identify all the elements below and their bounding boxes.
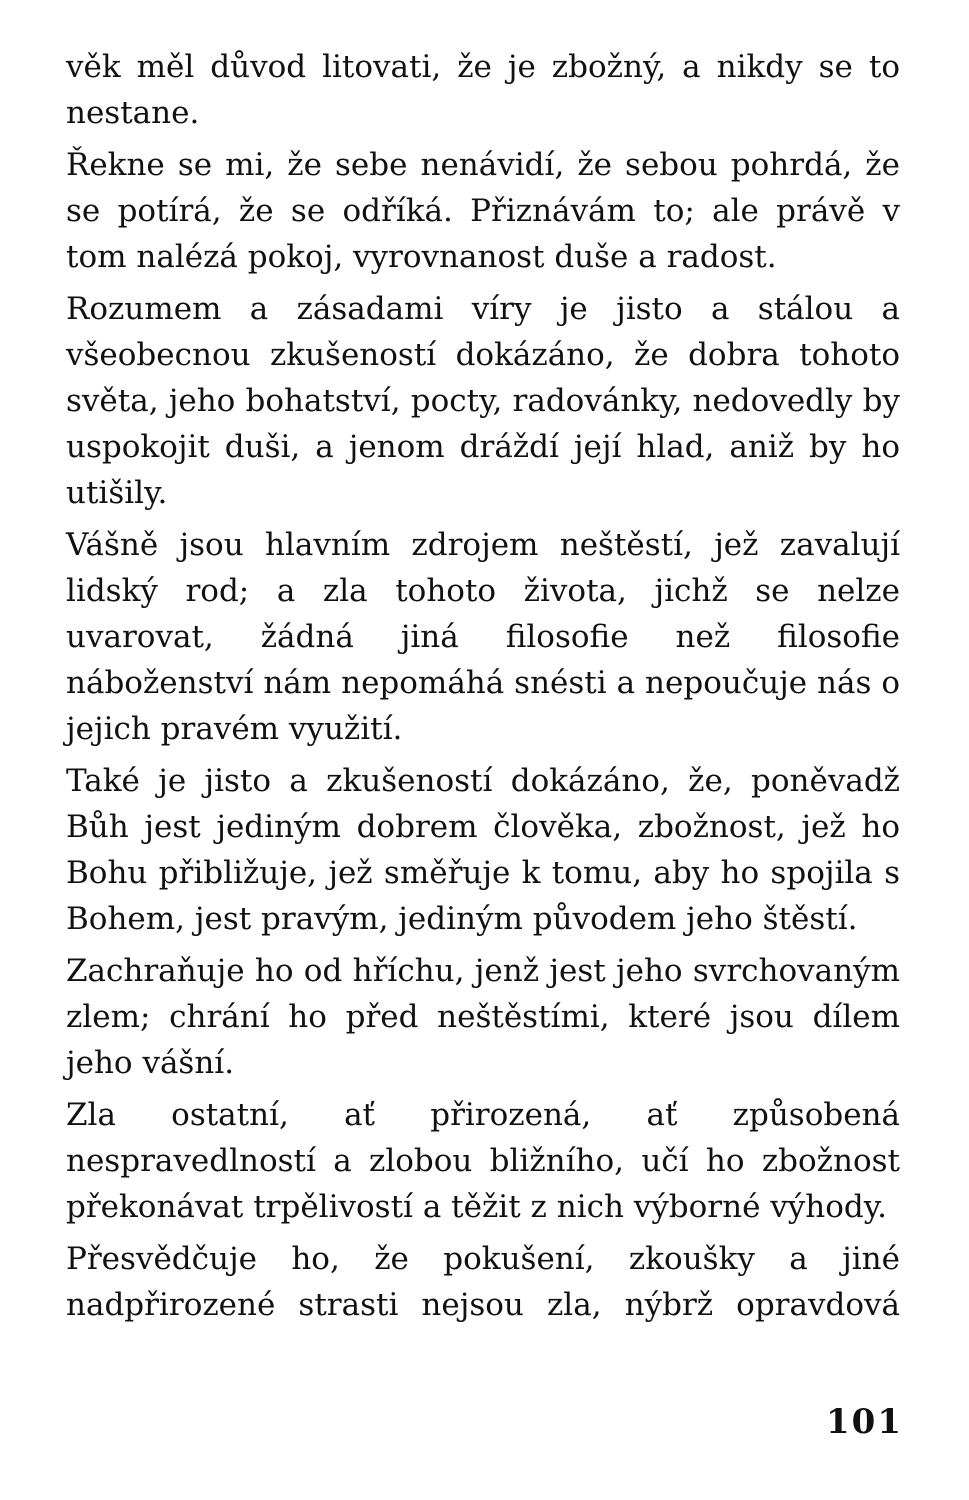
paragraph-3: Rozumem a zásadami víry je jisto a stálou a všeobecnou zkušeností dokázáno, že dobra tohoto světa, jeho bohatství, pocty, radovánky, nedovedly by uspokojit duši, a jenom dráždí její hlad, aniž by ho utišily. <box>66 291 900 511</box>
paragraph-1: věk měl důvod litovati, že je zbožný, a nikdy se to nestane. <box>66 49 900 131</box>
paragraph-8: Přesvědčuje ho, že pokušení, zkoušky a jiné nadpřirozené strasti nejsou zla, nýbrž opravdová <box>66 1241 900 1323</box>
paragraph-6: Zachraňuje ho od hříchu, jenž jest jeho svrchovaným zlem; chrání ho před neštěstími, které jsou dílem jeho vášní. <box>66 953 900 1081</box>
paragraph-2: Řekne se mi, že sebe nenávidí, že sebou pohrdá, že se potírá, že se odříká. Přiznávám to; ale právě v tom nalézá pokoj, vyrovnanost duše a radost. <box>66 147 900 275</box>
page-body <box>66 44 900 1334</box>
paragraph-7: Zla ostatní, ať přirozená, ať způsobená nespravedlností a zlobou bližního, učí ho zbožnost překonávat trpělivostí a těžit z nich výborné výhody. <box>66 1097 900 1225</box>
page-number: 101 <box>826 1402 903 1442</box>
paragraph-5: Také je jisto a zkušeností dokázáno, že, poněvadž Bůh jest jediným dobrem člověka, zbožnost, jež ho Bohu přibližuje, jež směřuje k tomu, aby ho spojila s Bohem, jest pravým, jediným původem jeho štěstí. <box>66 763 900 937</box>
paragraph-4: Vášně jsou hlavním zdrojem neštěstí, jež zavalují lidský rod; a zla tohoto života, jichž se nelze uvarovat, žádná jiná filosofie než filosofie náboženství nám nepomáhá snésti a nepoučuje nás o jejich pravém využití. <box>66 527 900 747</box>
